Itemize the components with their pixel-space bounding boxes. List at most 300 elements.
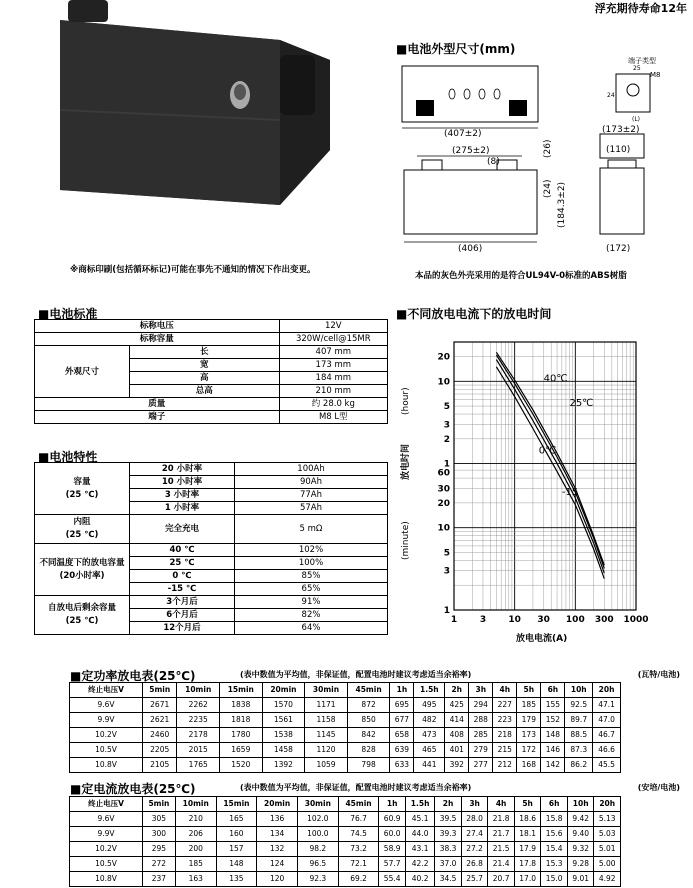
table-cell: 40.2 <box>405 872 434 887</box>
table-cell: 160 <box>216 827 257 842</box>
y-tick-label-minute: 60 <box>437 468 450 479</box>
table-header-cell: 2h <box>445 683 469 698</box>
table-cell: 44.0 <box>405 827 434 842</box>
characteristics-table <box>34 462 388 635</box>
table-cell: 157 <box>216 842 257 857</box>
term-l: (L) <box>632 116 641 123</box>
table-header-cell: 10min <box>177 683 220 698</box>
table-cell: 88.5 <box>565 728 593 743</box>
table-header-cell: 1.5h <box>405 797 434 812</box>
table-cell: 134 <box>257 827 298 842</box>
self-label <box>35 596 130 635</box>
y-tick-label-hour: 20 <box>437 352 450 363</box>
table-cell: 9.01 <box>567 872 594 887</box>
y-tick-label-hour: 10 <box>437 377 450 388</box>
dimension-title: ■电池外型尺寸(mm) <box>396 42 516 56</box>
table-cell: 55.4 <box>379 872 406 887</box>
table-cell: 69.2 <box>338 872 379 887</box>
current-table <box>69 796 621 887</box>
dim-total-height: (184.3±2) <box>557 181 567 228</box>
table-row <box>70 812 621 827</box>
ylabel-hour: (hour) <box>401 387 411 415</box>
power-table-header <box>70 667 690 681</box>
table-cell: 1392 <box>262 758 305 773</box>
std-tail-label-0: 质量 <box>35 398 280 411</box>
temp-rate: (20小时率) <box>59 570 105 581</box>
dimension-drawing <box>392 52 692 292</box>
table-header-cell: 45min <box>347 683 390 698</box>
table-cell: 288 <box>469 713 493 728</box>
table-cell: 21.7 <box>488 827 515 842</box>
dimension-note: 本品的灰色外壳采用的是符合UL94V-0标准的ABS树脂 <box>415 271 627 281</box>
table-cell: 5.00 <box>594 857 621 872</box>
table-header-cell: 1.5h <box>414 683 445 698</box>
temp-label-1: 25 ℃ <box>130 557 235 570</box>
dim-inner-width: (110) <box>606 145 631 155</box>
table-cell: 124 <box>257 857 298 872</box>
table-cell: 872 <box>347 698 390 713</box>
dim-small: (8) <box>487 157 500 167</box>
table-cell: 695 <box>390 698 414 713</box>
y-tick-label-minute: 10 <box>437 523 450 534</box>
cap-value-3: 57Ah <box>235 502 388 515</box>
temp-label-3: -15 ℃ <box>130 583 235 596</box>
table-row <box>70 713 621 728</box>
table-cell: 92.5 <box>565 698 593 713</box>
table-cell: 38.3 <box>435 842 462 857</box>
table-cell: 237 <box>143 872 176 887</box>
table-cell: 215 <box>493 743 517 758</box>
table-row <box>70 872 621 887</box>
table-cell: 1659 <box>220 743 263 758</box>
std-value-1: 320W/cell@15MR <box>279 333 387 346</box>
table-cell: 2621 <box>143 713 177 728</box>
table-cell: 210 <box>175 812 216 827</box>
std-tail-value-0: 约 28.0 kg <box>279 398 387 411</box>
table-cell: 5.03 <box>594 827 621 842</box>
table-cell: 74.5 <box>338 827 379 842</box>
table-cell: 482 <box>414 713 445 728</box>
self-value-2: 64% <box>235 622 388 635</box>
table-cell: 10.5V <box>70 857 143 872</box>
table-cell: 1765 <box>177 758 220 773</box>
temp-label-2: 0 ℃ <box>130 570 235 583</box>
table-cell: 279 <box>469 743 493 758</box>
table-cell: 1818 <box>220 713 263 728</box>
self-label-text: 自放电后剩余容量 <box>47 603 116 613</box>
table-cell: 86.2 <box>565 758 593 773</box>
table-cell: 9.6V <box>70 812 143 827</box>
table-cell: 414 <box>445 713 469 728</box>
table-cell: 441 <box>414 758 445 773</box>
table-header-cell: 20h <box>594 797 621 812</box>
table-cell: 1171 <box>305 698 348 713</box>
table-cell: 15.3 <box>541 857 568 872</box>
dim-top-length: (407±2) <box>444 129 482 139</box>
table-cell: 1838 <box>220 698 263 713</box>
table-header-cell: 45min <box>338 797 379 812</box>
power-table-unit: (瓦特/电池) <box>637 670 680 679</box>
table-header-cell: 30min <box>297 797 338 812</box>
table-cell: 495 <box>414 698 445 713</box>
table-row <box>70 827 621 842</box>
term-h: 24 <box>607 92 615 99</box>
self-label-2: 12个月后 <box>130 622 235 635</box>
dim-label-1: 宽 <box>130 359 280 372</box>
table-header-cell: 20min <box>257 797 298 812</box>
y-tick-label-hour: 3 <box>443 420 450 431</box>
table-cell: 28.0 <box>461 812 488 827</box>
self-temp: (25 ℃) <box>65 616 99 626</box>
table-cell: 1458 <box>262 743 305 758</box>
table-cell: 2460 <box>143 728 177 743</box>
dim-value-1: 173 mm <box>279 359 387 372</box>
table-cell: 17.9 <box>514 842 541 857</box>
table-cell: 1561 <box>262 713 305 728</box>
table-cell: 73.2 <box>338 842 379 857</box>
table-cell: 148 <box>216 857 257 872</box>
table-header-cell: 4h <box>493 683 517 698</box>
table-cell: 1120 <box>305 743 348 758</box>
y-tick-label-minute: 1 <box>443 606 450 616</box>
series-annotation: 40℃ <box>543 373 568 385</box>
table-cell: 10.5V <box>70 743 143 758</box>
table-cell: 165 <box>216 812 257 827</box>
table-cell: 285 <box>469 728 493 743</box>
resistance-cond: 完全充电 <box>130 515 235 544</box>
table-cell: 200 <box>175 842 216 857</box>
temp-label-0: 40 ℃ <box>130 544 235 557</box>
table-cell: 9.42 <box>567 812 594 827</box>
table-cell: 60.9 <box>379 812 406 827</box>
table-cell: 1780 <box>220 728 263 743</box>
table-header-cell: 3h <box>461 797 488 812</box>
table-cell: 9.40 <box>567 827 594 842</box>
table-header-cell: 15min <box>220 683 263 698</box>
table-cell: 1158 <box>305 713 348 728</box>
std-label-1: 标称容量 <box>35 333 280 346</box>
table-cell: 57.7 <box>379 857 406 872</box>
table-cell: 92.3 <box>297 872 338 887</box>
capacity-temp: (25 ℃) <box>65 489 99 500</box>
table-cell: 46.6 <box>593 743 621 758</box>
xlabel: 放电电流(A) <box>516 634 568 644</box>
standard-table <box>34 319 388 424</box>
table-cell: 294 <box>469 698 493 713</box>
table-cell: 1538 <box>262 728 305 743</box>
table-cell: 26.8 <box>461 857 488 872</box>
table-row <box>70 842 621 857</box>
table-cell: 10.8V <box>70 758 143 773</box>
table-cell: 89.7 <box>565 713 593 728</box>
cap-label-3: 1 小时率 <box>130 502 235 515</box>
table-cell: 136 <box>257 812 298 827</box>
table-cell: 72.1 <box>338 857 379 872</box>
table-cell: 25.7 <box>461 872 488 887</box>
dim-value-2: 184 mm <box>279 372 387 385</box>
series-annotation: 25℃ <box>569 398 594 410</box>
terminal-label: 端子类型 <box>628 57 656 65</box>
table-row <box>70 857 621 872</box>
table-cell: 179 <box>517 713 541 728</box>
table-cell: 100.0 <box>297 827 338 842</box>
resistance-label <box>35 515 130 544</box>
table-cell: 633 <box>390 758 414 773</box>
table-cell: 272 <box>143 857 176 872</box>
product-image-note: ※商标印刷(包括循环标记)可能在事先不通知的情况下作出变更。 <box>70 265 316 275</box>
table-header-cell: 6h <box>541 683 565 698</box>
table-cell: 10.8V <box>70 872 143 887</box>
y-tick-label-hour: 1 <box>443 459 450 470</box>
table-cell: 47.1 <box>593 698 621 713</box>
table-cell: 46.7 <box>593 728 621 743</box>
std-tail-value-1: M8 L型 <box>279 411 387 424</box>
temp-value-0: 102% <box>235 544 388 557</box>
table-cell: 132 <box>257 842 298 857</box>
table-cell: 9.28 <box>567 857 594 872</box>
x-tick-label: 30 <box>537 615 550 625</box>
table-cell: 76.7 <box>338 812 379 827</box>
resistance-label-text: 内阻 <box>73 517 91 527</box>
table-cell: 295 <box>143 842 176 857</box>
discharge-chart <box>396 320 692 650</box>
power-table-note: (表中数值为平均值，非保证值，配置电池时建议考虑适当余裕率) <box>240 670 472 679</box>
table-header-cell: 6h <box>541 797 568 812</box>
cap-value-2: 77Ah <box>235 489 388 502</box>
chart-title: ■不同放电电流下的放电时间 <box>396 307 552 321</box>
x-tick-label: 10 <box>508 615 521 625</box>
table-cell: 1520 <box>220 758 263 773</box>
table-row <box>70 758 621 773</box>
self-value-1: 82% <box>235 609 388 622</box>
y-tick-label-hour: 5 <box>443 402 450 413</box>
dim-value-0: 407 mm <box>279 346 387 359</box>
cap-label-1: 10 小时率 <box>130 476 235 489</box>
table-header-cell: 10h <box>565 683 593 698</box>
table-header-cell: 5h <box>514 797 541 812</box>
table-cell: 1059 <box>305 758 348 773</box>
term-w: 25 <box>633 65 641 72</box>
dim-label-2: 高 <box>130 372 280 385</box>
table-cell: 227 <box>493 698 517 713</box>
table-cell: 142 <box>541 758 565 773</box>
table-header-cell: 15min <box>216 797 257 812</box>
table-row <box>70 698 621 713</box>
cap-value-0: 100Ah <box>235 463 388 476</box>
table-cell: 96.5 <box>297 857 338 872</box>
table-cell: 39.3 <box>435 827 462 842</box>
capacity-label <box>35 463 130 515</box>
table-cell: 60.0 <box>379 827 406 842</box>
table-cell: 392 <box>445 758 469 773</box>
table-cell: 9.6V <box>70 698 143 713</box>
table-header-cell: 20min <box>262 683 305 698</box>
table-cell: 850 <box>347 713 390 728</box>
table-cell: 42.2 <box>405 857 434 872</box>
table-cell: 1145 <box>305 728 348 743</box>
std-label-0: 标称电压 <box>35 320 280 333</box>
table-cell: 173 <box>517 728 541 743</box>
table-header-cell: 5min <box>143 797 176 812</box>
cap-label-0: 20 小时率 <box>130 463 235 476</box>
table-cell: 148 <box>541 728 565 743</box>
table-cell: 15.0 <box>541 872 568 887</box>
table-cell: 1570 <box>262 698 305 713</box>
table-cell: 277 <box>469 758 493 773</box>
table-cell: 10.2V <box>70 728 143 743</box>
table-cell: 5.13 <box>594 812 621 827</box>
table-header-cell: 5min <box>143 683 177 698</box>
table-cell: 58.9 <box>379 842 406 857</box>
table-cell: 2178 <box>177 728 220 743</box>
table-cell: 828 <box>347 743 390 758</box>
dims-label: 外观尺寸 <box>35 346 130 398</box>
table-cell: 87.3 <box>565 743 593 758</box>
table-cell: 15.8 <box>541 812 568 827</box>
table-cell: 206 <box>175 827 216 842</box>
table-cell: 9.9V <box>70 827 143 842</box>
table-header-cell: 20h <box>593 683 621 698</box>
table-cell: 2205 <box>143 743 177 758</box>
table-header-row <box>70 683 621 698</box>
table-cell: 401 <box>445 743 469 758</box>
temp-value-3: 65% <box>235 583 388 596</box>
table-cell: 2105 <box>143 758 177 773</box>
table-header-cell: 2h <box>435 797 462 812</box>
table-cell: 2015 <box>177 743 220 758</box>
table-cell: 17.8 <box>514 857 541 872</box>
terminal-type: M8 <box>650 71 661 79</box>
cap-label-2: 3 小时率 <box>130 489 235 502</box>
resistance-value: 5 mΩ <box>235 515 388 544</box>
table-cell: 43.1 <box>405 842 434 857</box>
table-header-cell: 10min <box>175 797 216 812</box>
table-header-cell: 30min <box>305 683 348 698</box>
series-annotation: 0℃ <box>538 445 557 457</box>
temp-label <box>35 544 130 596</box>
temp-label-text: 不同温度下的放电容量 <box>39 557 125 568</box>
table-cell: 18.1 <box>514 827 541 842</box>
dim-span: (275±2) <box>452 146 490 156</box>
y-tick-label-minute: 20 <box>437 498 450 509</box>
table-header-cell: 1h <box>379 797 406 812</box>
table-cell: 168 <box>517 758 541 773</box>
table-cell: 18.6 <box>514 812 541 827</box>
resistance-temp: (25 ℃) <box>65 530 99 540</box>
table-cell: 39.5 <box>435 812 462 827</box>
table-cell: 798 <box>347 758 390 773</box>
battery-product-image <box>40 0 340 215</box>
table-header-cell: 3h <box>469 683 493 698</box>
x-tick-label: 1000 <box>623 615 649 625</box>
table-cell: 842 <box>347 728 390 743</box>
std-value-0: 12V <box>279 320 387 333</box>
power-table-title: ■定功率放电表(25℃) <box>70 669 196 683</box>
series-line-2 <box>496 360 604 574</box>
table-header-cell: 5h <box>517 683 541 698</box>
table-cell: 120 <box>257 872 298 887</box>
temp-value-2: 85% <box>235 570 388 583</box>
table-cell: 21.4 <box>488 857 515 872</box>
table-cell: 20.7 <box>488 872 515 887</box>
table-cell: 37.0 <box>435 857 462 872</box>
table-cell: 146 <box>541 743 565 758</box>
table-header-cell: 终止电压V <box>70 683 143 698</box>
table-cell: 300 <box>143 827 176 842</box>
x-tick-label: 3 <box>479 615 487 625</box>
dim-top-width: (173±2) <box>602 125 640 135</box>
table-cell: 4.92 <box>594 872 621 887</box>
table-row <box>70 743 621 758</box>
table-cell: 212 <box>493 758 517 773</box>
current-table-header <box>70 780 690 794</box>
table-cell: 17.0 <box>514 872 541 887</box>
capacity-label-text: 容量 <box>73 476 91 487</box>
temp-value-1: 100% <box>235 557 388 570</box>
table-cell: 305 <box>143 812 176 827</box>
page-header: 浮充期待寿命12年 <box>594 2 687 15</box>
table-cell: 2235 <box>177 713 220 728</box>
table-cell: 5.01 <box>594 842 621 857</box>
table-cell: 163 <box>175 872 216 887</box>
y-tick-label-minute: 5 <box>443 548 450 559</box>
table-cell: 135 <box>216 872 257 887</box>
table-cell: 223 <box>493 713 517 728</box>
x-tick-label: 300 <box>594 615 614 625</box>
current-table-unit: (安培/电池) <box>637 783 680 792</box>
table-cell: 9.32 <box>567 842 594 857</box>
table-cell: 21.8 <box>488 812 515 827</box>
table-cell: 218 <box>493 728 517 743</box>
cap-value-1: 90Ah <box>235 476 388 489</box>
self-label-0: 3个月后 <box>130 596 235 609</box>
current-table-note: (表中数值为平均值，非保证值，配置电池时建议考虑适当余裕率) <box>240 783 472 792</box>
table-cell: 9.9V <box>70 713 143 728</box>
table-cell: 2262 <box>177 698 220 713</box>
table-header-cell: 10h <box>567 797 594 812</box>
table-cell: 639 <box>390 743 414 758</box>
table-cell: 15.6 <box>541 827 568 842</box>
table-cell: 408 <box>445 728 469 743</box>
table-cell: 102.0 <box>297 812 338 827</box>
table-cell: 45.1 <box>405 812 434 827</box>
table-cell: 98.2 <box>297 842 338 857</box>
table-cell: 27.4 <box>461 827 488 842</box>
table-cell: 185 <box>175 857 216 872</box>
dim-label-3: 总高 <box>130 385 280 398</box>
power-table <box>69 682 621 773</box>
self-label-1: 6个月后 <box>130 609 235 622</box>
dim-label-0: 长 <box>130 346 280 359</box>
table-header-cell: 终止电压V <box>70 797 143 812</box>
table-cell: 21.5 <box>488 842 515 857</box>
y-tick-label-hour: 2 <box>443 434 450 445</box>
table-cell: 15.4 <box>541 842 568 857</box>
table-header-cell: 4h <box>488 797 515 812</box>
current-table-title: ■定电流放电表(25℃) <box>70 782 196 796</box>
y-tick-label-minute: 30 <box>437 484 450 495</box>
table-cell: 27.2 <box>461 842 488 857</box>
ylabel-minute: (minute) <box>401 521 411 560</box>
dim-h24: (24) <box>543 179 553 198</box>
x-tick-label: 100 <box>565 615 585 625</box>
ylabel-main: 放电时间 <box>401 443 411 480</box>
table-cell: 152 <box>541 713 565 728</box>
table-cell: 2671 <box>143 698 177 713</box>
characteristics-title: ■电池特性 <box>38 450 98 464</box>
table-cell: 45.5 <box>593 758 621 773</box>
table-header-cell: 1h <box>390 683 414 698</box>
